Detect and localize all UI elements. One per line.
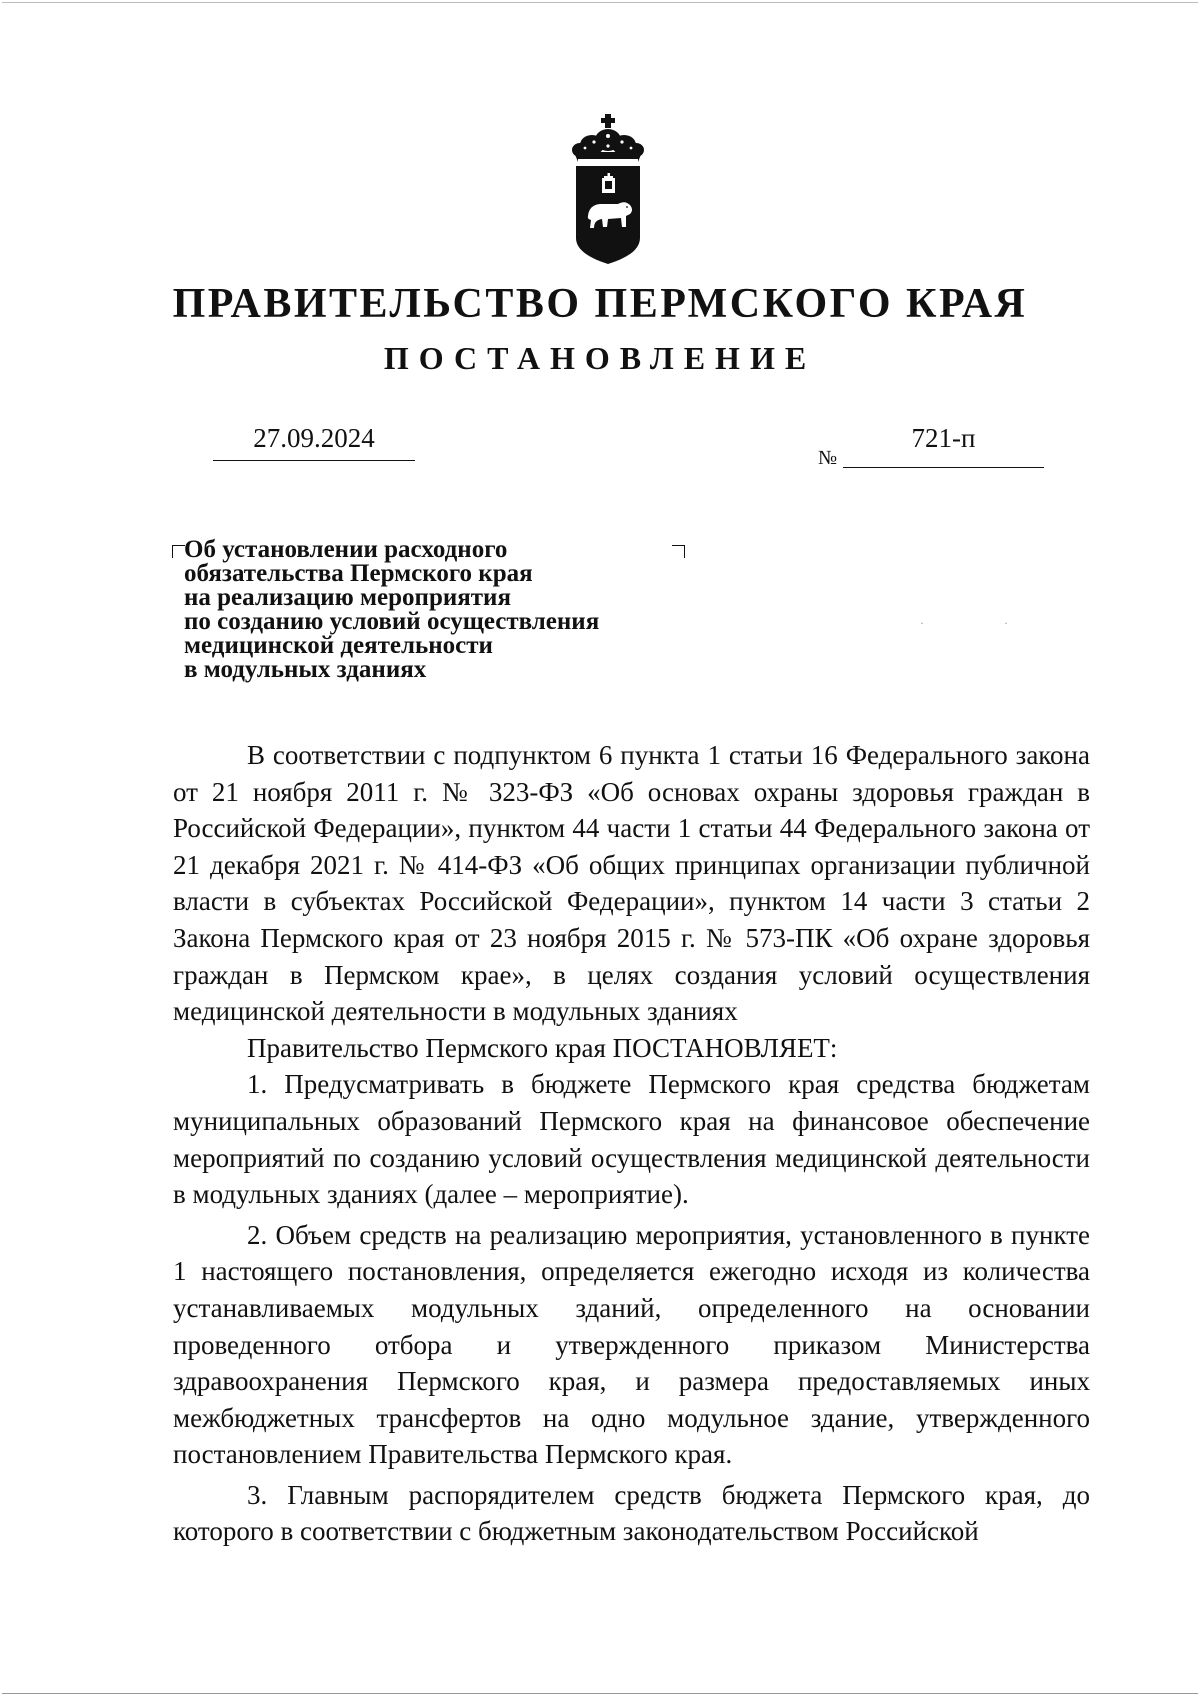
scan-specks: ··	[920, 616, 1088, 630]
perm-krai-coat-of-arms-icon	[558, 112, 658, 268]
document-date: 27.09.2024	[213, 423, 415, 461]
subject-line: в модульных зданиях	[184, 656, 427, 683]
document-type: ПОСТАНОВЛЕНИЕ	[383, 340, 817, 376]
clause-3: 3. Главным распорядителем средств бюджета Пермского края, до которого в соответствии с бюджетным законодательством Российской	[173, 1479, 1090, 1547]
organization-title: ПРАВИТЕЛЬСТВО ПЕРМСКОГО КРАЯ	[172, 281, 1028, 327]
number-sign: №	[818, 447, 838, 469]
resolution-clause: Правительство Пермского края ПОСТАНОВЛЯЕТ:	[247, 1032, 838, 1063]
document-number: 721-п	[843, 423, 1044, 468]
document-subject	[184, 538, 684, 682]
subject-line: медицинской деятельности	[184, 632, 493, 659]
subject-line: Об установлении расходного	[184, 536, 508, 563]
subject-line: обязательства Пермского края	[184, 560, 533, 587]
preamble-paragraph: В соответствии с подпунктом 6 пункта 1 статьи 16 Федерального закона от 21 ноября 2011 г. № 323-ФЗ «Об основах охраны здоровья граждан в Российской Федерации», пунктом 44 части 1 статьи 44 Федерального закона от 21 декабря 2021 г. № 414-ФЗ «Об общих принципах организации публичной власти в субъектах Российской Федерации», пунктом 14 части 3 статьи 2 Закона Пермского края от 23 ноября 2015 г. № 573-ПК «Об охране здоровья граждан в Пермском крае», в целях создания условий осуществления медицинской деятельности в модульных зданиях	[173, 740, 1090, 1027]
subject-line: по созданию условий осуществления	[184, 608, 600, 635]
document-body	[173, 737, 1090, 1550]
subject-line: на реализацию мероприятия	[184, 584, 511, 611]
clause-1: 1. Предусматривать в бюджете Пермского края средства бюджетам муниципальных образований Пермского края на финансовое обеспечение мероприятий по созданию условий осуществления медицинской деятельности в модульных зданиях (далее – мероприятие).	[173, 1069, 1090, 1210]
clause-2: 2. Объем средств на реализацию мероприятия, установленного в пункте 1 настоящего постановления, определяется ежегодно исходя из количества устанавливаемых модульных зданий, определенного на основании проведенного отбора и утвержденного приказом Министерства здравоохранения Пермского края, и размера предоставляемых иных межбюджетных трансфертов на одно модульное здание, утвержденного постановлением Правительства Пермского края.	[173, 1219, 1090, 1470]
document-number-field	[818, 423, 1044, 471]
